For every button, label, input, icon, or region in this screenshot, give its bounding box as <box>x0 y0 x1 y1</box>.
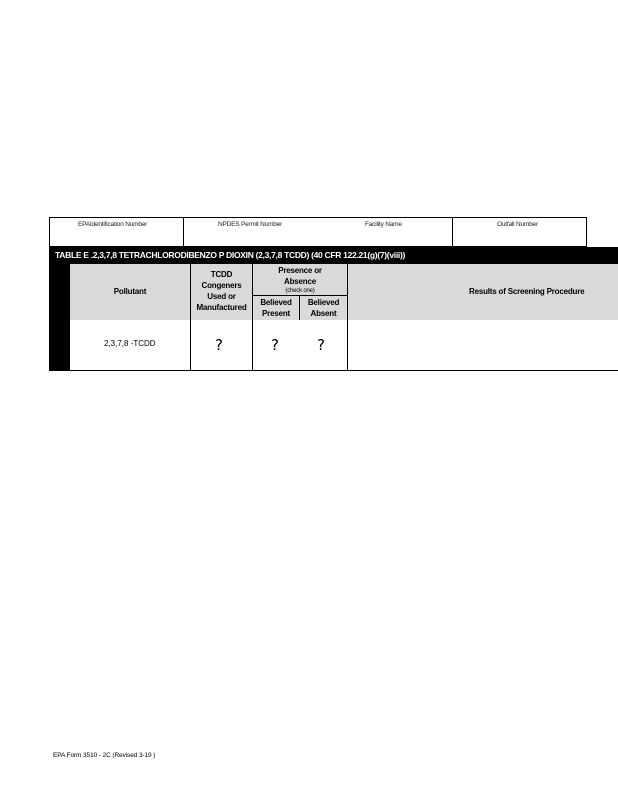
form-footer: EPA Form 3510 - 2C (Revised 3-19 ) <box>53 752 156 759</box>
tcdd-used-answer[interactable]: ? <box>215 336 223 354</box>
facility-label: Facility Name <box>365 221 402 228</box>
outfall-field[interactable] <box>452 218 588 246</box>
believed-present-line: Believed <box>260 298 292 307</box>
believed-absent-line: Believed <box>307 298 340 307</box>
pollutant-value: 2,3,7,8 -TCDD <box>104 339 156 348</box>
presence-header <box>253 265 347 296</box>
table-bottom-border <box>70 370 618 371</box>
identification-header <box>49 217 587 247</box>
presence-header-line: Presence or <box>278 266 322 275</box>
npdes-label: NPDES Permit Number <box>218 221 283 228</box>
pollutant-header: Pollutant <box>113 287 147 296</box>
tcdd-table <box>49 264 618 371</box>
tcdd-header-line: Used or <box>207 292 236 301</box>
believed-absent-answer[interactable]: ? <box>317 336 325 354</box>
presence-header-line: Absence <box>284 277 316 286</box>
col-divider <box>347 264 348 371</box>
believed-present-answer[interactable]: ? <box>271 336 279 354</box>
results-header: Results of Screening Procedure <box>469 287 585 296</box>
results-value[interactable] <box>349 324 617 368</box>
npdes-and-facility-field[interactable] <box>184 218 452 246</box>
table-title: TABLE E .2,3,7,8 TETRACHLORODIBENZO P DIOXIN (2,3,7,8 TCDD) (40 CFR 122.21(g)(7)(viii)) <box>49 247 618 264</box>
epa-id-label: EPAIdentification Number <box>78 221 148 228</box>
believed-present-line: Present <box>262 309 290 318</box>
presence-header-note: (check one) <box>285 288 315 294</box>
believed-absent-line: Absent <box>310 309 337 318</box>
believed-present-header <box>253 297 299 319</box>
believed-absent-header <box>300 297 347 319</box>
tcdd-header-line: TCDD <box>210 270 233 279</box>
tcdd-header-line: Manufactured <box>196 303 247 312</box>
epa-id-field[interactable] <box>50 218 184 246</box>
outfall-label: Outfall Number <box>497 221 538 228</box>
tcdd-header <box>191 269 252 313</box>
tcdd-header-line: Congeners <box>201 281 242 290</box>
table-left-bar <box>49 264 70 371</box>
